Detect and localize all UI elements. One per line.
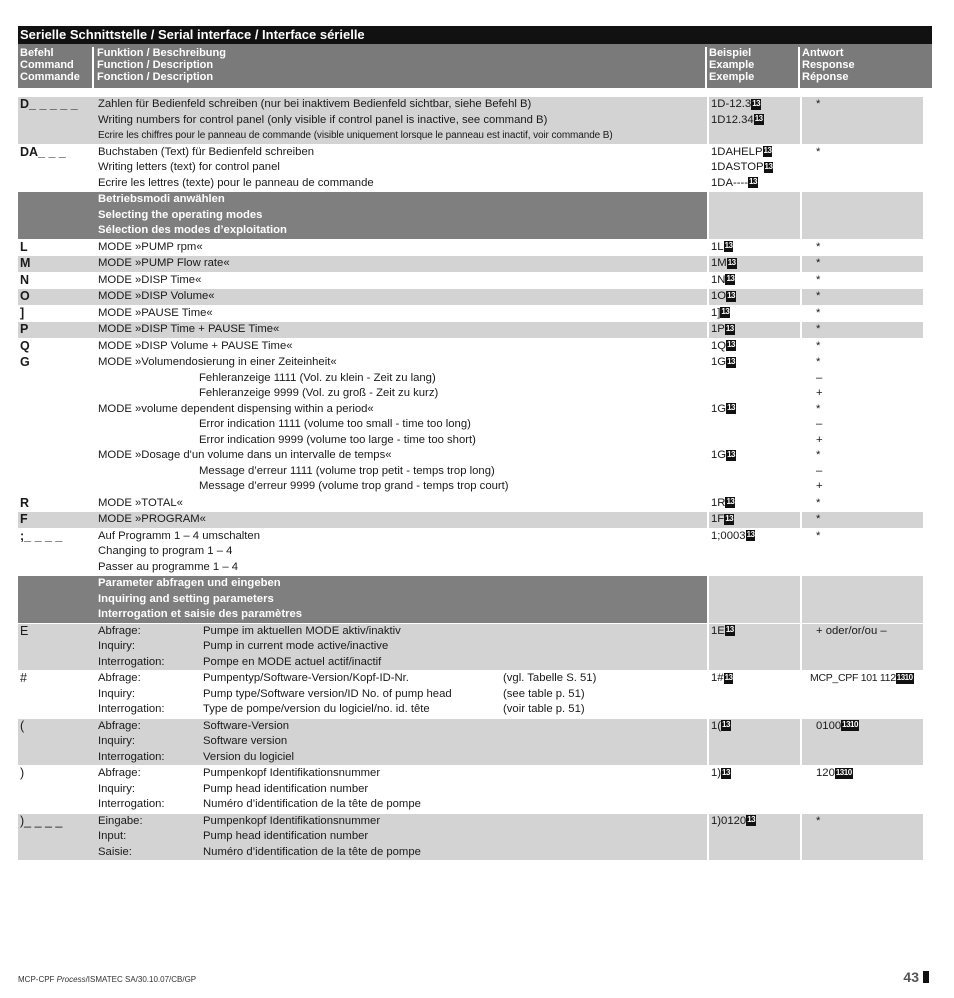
header-text: Antwort — [802, 47, 844, 59]
example-text: 1R — [711, 496, 726, 509]
response-text: * — [816, 402, 821, 415]
description: MODE »DISP Volume + PAUSE Time« — [94, 339, 707, 355]
modes-list — [18, 239, 932, 355]
table-row — [18, 272, 932, 289]
field-text: Pump head identification number — [203, 830, 369, 842]
command-code: N — [18, 273, 94, 289]
response-text: * — [816, 356, 821, 368]
example — [707, 322, 800, 338]
description — [94, 145, 707, 192]
section-cell — [18, 576, 94, 623]
description — [94, 719, 707, 766]
example-text: 1D12.34 — [711, 113, 754, 126]
response-text: + — [816, 387, 823, 399]
field-label: Interrogation: — [98, 798, 165, 810]
example — [707, 339, 800, 355]
response-text: 0100 — [816, 719, 842, 732]
table-row — [18, 255, 932, 272]
description — [94, 97, 707, 144]
description-line: Fehleranzeige 1111 (Vol. zu klein - Zeit zu lang) — [199, 371, 436, 384]
example — [707, 355, 800, 495]
response: * — [800, 814, 923, 861]
description: MODE »DISP Time + PAUSE Time« — [94, 322, 707, 338]
header-text: Funktion / Beschreibung — [97, 47, 226, 59]
table-row — [18, 511, 932, 528]
command-code: R — [18, 496, 94, 512]
cr-symbol: 13 — [724, 241, 733, 251]
cr-symbol: 13 — [754, 114, 763, 124]
example-text: 1D-12.3 — [711, 98, 752, 110]
example-text: 1;0003 — [711, 529, 746, 542]
table-title: Serielle Schnittstelle / Serial interface / Interface sérielle — [18, 26, 932, 44]
command-code: D_ _ _ _ _ — [18, 97, 94, 144]
table-header — [18, 44, 932, 88]
field-label: Abfrage: — [98, 719, 141, 732]
command-code: ) — [18, 766, 94, 813]
cr-symbol: 13 — [727, 356, 735, 366]
response — [800, 719, 923, 766]
cr-symbol: 13 — [725, 323, 734, 333]
field-note: (vgl. Tabelle S. 51) — [503, 672, 597, 684]
section-cell — [707, 192, 800, 239]
section-line: Inquiring and setting parameters — [98, 592, 274, 605]
cr-symbol: 13 — [722, 720, 730, 730]
command-code: L — [18, 240, 94, 256]
example — [707, 289, 800, 305]
response — [800, 766, 923, 813]
response: * — [800, 529, 923, 576]
response: * — [800, 145, 923, 192]
header-text: Command — [20, 59, 74, 71]
cr-symbol: 13 — [747, 815, 756, 825]
cr-symbol: 13 — [724, 672, 733, 682]
response: * — [800, 322, 923, 338]
description: MODE »PUMP rpm« — [94, 240, 707, 256]
response-text: – — [816, 418, 823, 430]
cr-symbol: 13 — [722, 767, 730, 777]
description — [94, 671, 707, 718]
response-text: * — [816, 449, 821, 461]
field-text: Pump in current mode active/inactive — [203, 640, 389, 652]
field-label: Abfrage: — [98, 624, 141, 637]
description — [94, 355, 707, 495]
cr-symbol: 13 — [726, 497, 735, 507]
header-command — [18, 47, 94, 88]
table-row — [18, 305, 932, 322]
cr-symbol: 13 — [727, 403, 735, 413]
cr-symbol: 13 — [726, 274, 735, 284]
table-row — [18, 765, 932, 813]
example — [707, 814, 800, 861]
description-line: Writing numbers for control panel (only visible if control panel is inactive, see command B) — [98, 113, 548, 126]
example-text: 1P — [711, 323, 725, 335]
command-code: ;_ _ _ _ — [18, 529, 94, 576]
description-line: Ecrire les lettres (texte) pour le panneau de commande — [98, 176, 374, 189]
field-text: Pompe en MODE actuel actif/inactif — [203, 655, 382, 668]
description: MODE »PUMP Flow rate« — [94, 256, 707, 272]
example-text: 1O — [711, 290, 727, 302]
command-code: )_ _ _ _ — [18, 814, 94, 861]
header-text: Example — [709, 59, 755, 71]
table-row — [18, 718, 932, 766]
table-row — [18, 338, 932, 355]
example — [707, 529, 800, 576]
example-text: 1M — [711, 257, 727, 269]
response-text: – — [816, 371, 823, 384]
command-table — [18, 26, 932, 860]
header-text: Function / Description — [97, 59, 214, 71]
command-code: ( — [18, 719, 94, 766]
example-text: 1E — [711, 624, 725, 637]
header-text: Beispiel — [709, 47, 752, 59]
table-row — [18, 239, 932, 256]
section-cell — [800, 576, 923, 623]
response — [800, 355, 923, 495]
field-text: Software-Version — [203, 719, 290, 732]
example — [707, 719, 800, 766]
cr-symbol: 13 — [763, 146, 772, 156]
field-label: Inquiry: — [98, 687, 136, 700]
example — [707, 766, 800, 813]
cr-symbol: 13 — [749, 177, 757, 187]
example-text: 1G — [711, 449, 727, 461]
field-label: Interrogation: — [98, 750, 165, 763]
example — [707, 496, 800, 512]
crlf-symbol: 1310 — [896, 672, 913, 682]
example — [707, 256, 800, 272]
response-text: 120 — [816, 767, 835, 779]
page-marker-icon — [923, 971, 929, 983]
table-row — [18, 288, 932, 305]
section-line: Betriebsmodi anwählen — [98, 193, 225, 205]
field-label: Eingabe: — [98, 814, 143, 827]
description-line: Error indication 1111 (volume too small - time too long) — [199, 418, 471, 430]
section-cell — [18, 192, 94, 239]
header-text: Réponse — [802, 71, 849, 83]
cr-symbol: 13 — [727, 449, 735, 459]
field-text: Pump type/Software version/ID No. of pump head — [203, 687, 452, 700]
description-line: MODE »Dosage d'un volume dans un intervalle de temps« — [98, 449, 392, 461]
command-code: P — [18, 322, 94, 338]
description-line: Passer au programme 1 – 4 — [98, 560, 239, 573]
field-text: Pump head identification number — [203, 782, 369, 795]
header-example — [707, 47, 800, 88]
cr-symbol: 13 — [727, 290, 735, 300]
description-line: Message d’erreur 9999 (volume trop grand - temps trop court) — [199, 480, 509, 492]
table-row — [18, 321, 932, 338]
field-label: Inquiry: — [98, 640, 136, 652]
description-line: Writing letters (text) for control panel — [98, 161, 280, 173]
field-note: (see table p. 51) — [503, 687, 585, 700]
header-text: Fonction / Description — [97, 71, 214, 83]
description-line: Changing to program 1 – 4 — [98, 545, 233, 557]
response: * — [800, 240, 923, 256]
command-code: G — [18, 355, 94, 495]
description-line: Message d’erreur 1111 (volume trop petit - temps trop long) — [199, 464, 495, 477]
response: * — [800, 97, 923, 144]
example — [707, 512, 800, 528]
example-text: 1DAHELP — [711, 145, 763, 158]
section-line: Interrogation et saisie des paramètres — [98, 608, 303, 620]
table-row — [18, 144, 932, 192]
page-number — [903, 969, 929, 985]
field-text: Pumpenkopf Identifikationsnummer — [203, 767, 381, 779]
field-label: Saisie: — [98, 845, 132, 858]
field-label: Interrogation: — [98, 655, 165, 668]
example-text: 1DASTOP — [711, 161, 764, 173]
response-text: + — [816, 433, 823, 446]
cr-symbol: 13 — [725, 625, 734, 635]
command-code: F — [18, 512, 94, 528]
command-code: O — [18, 289, 94, 305]
table-row — [18, 623, 932, 671]
field-text: Software version — [203, 735, 288, 747]
response-text: + — [816, 480, 823, 492]
header-text: Response — [802, 59, 855, 71]
cr-symbol: 13 — [725, 513, 734, 523]
cr-symbol: 13 — [752, 98, 761, 108]
table-row — [18, 670, 932, 718]
description-line: MODE »Volumendosierung in einer Zeiteinheit« — [98, 356, 337, 368]
crlf-symbol: 1310 — [835, 767, 852, 777]
example — [707, 145, 800, 192]
cr-symbol: 13 — [727, 340, 735, 350]
section-header-modes — [18, 191, 932, 239]
description — [94, 624, 707, 671]
header-response — [800, 47, 923, 88]
field-label: Input: — [98, 830, 127, 842]
description: MODE »DISP Volume« — [94, 289, 707, 305]
section-line: Sélection des modes d’exploitation — [98, 224, 287, 236]
field-text: Type de pompe/version du logiciel/no. id. tête — [203, 703, 430, 715]
footer-part: Process — [56, 975, 86, 984]
description-line: Auf Programm 1 – 4 umschalten — [98, 529, 260, 542]
response — [800, 671, 923, 718]
description: MODE »PAUSE Time« — [94, 306, 707, 322]
table-row — [18, 495, 932, 512]
description-line: Buchstaben (Text) für Bedienfeld schreiben — [98, 145, 315, 158]
description — [94, 766, 707, 813]
example — [707, 97, 800, 144]
command-code: ] — [18, 306, 94, 322]
section-cell — [800, 192, 923, 239]
example — [707, 306, 800, 322]
field-note: (voir table p. 51) — [503, 703, 585, 715]
field-text: Pumpenkopf Identifikationsnummer — [203, 814, 381, 827]
command-code: E — [18, 624, 94, 671]
table-row — [18, 96, 932, 144]
command-code: M — [18, 256, 94, 272]
example-text: 1N — [711, 273, 726, 286]
example-text: 1) — [711, 767, 722, 779]
example — [707, 671, 800, 718]
footer-part: /ISMATEC SA/30.10.07/CB/GP — [85, 975, 197, 984]
example-text: 1( — [711, 719, 722, 732]
field-text: Pumpe im aktuellen MODE aktiv/inaktiv — [203, 624, 401, 637]
response-text: – — [816, 464, 823, 477]
footer-part: MCP-CPF — [18, 975, 57, 984]
section-line: Parameter abfragen und eingeben — [98, 577, 281, 589]
section-title — [94, 576, 707, 623]
description-line: Ecrire les chiffres pour le panneau de commande (visible uniquement lorsque le panneau est inactif, voir commande B) — [98, 130, 613, 141]
section-line: Selecting the operating modes — [98, 208, 263, 221]
example-text: 1F — [711, 513, 725, 525]
field-text: Version du logiciel — [203, 750, 295, 763]
field-label: Inquiry: — [98, 735, 136, 747]
response: * — [800, 273, 923, 289]
table-row — [18, 354, 932, 495]
cr-symbol: 13 — [764, 161, 773, 171]
example-text: 1)0120 — [711, 814, 747, 827]
description-line: Error indication 9999 (volume too large - time too short) — [199, 433, 476, 446]
header-text: Befehl — [20, 47, 54, 59]
crlf-symbol: 1310 — [842, 720, 858, 730]
section-header-parameters — [18, 575, 932, 623]
example-text: 1G — [711, 356, 727, 368]
response: + oder/or/ou – — [800, 624, 923, 671]
description: MODE »TOTAL« — [94, 496, 707, 512]
response: * — [800, 339, 923, 355]
field-text: Numéro d’identification de la tête de pompe — [203, 798, 421, 810]
field-text: Pumpentyp/Software-Version/Kopf-ID-Nr. — [203, 672, 409, 684]
description: MODE »DISP Time« — [94, 273, 707, 289]
example — [707, 624, 800, 671]
cr-symbol: 13 — [727, 257, 736, 267]
response: * — [800, 496, 923, 512]
example — [707, 240, 800, 256]
field-label: Abfrage: — [98, 767, 141, 779]
field-label: Abfrage: — [98, 672, 141, 684]
example — [707, 273, 800, 289]
field-text: Numéro d’identification de la tête de pompe — [203, 845, 421, 858]
description-line: Zahlen für Bedienfeld schreiben (nur bei inaktivem Bedienfeld sichtbar, siehe Befehl B) — [98, 98, 532, 110]
response-text: MCP_CPF 101 112 — [810, 672, 896, 684]
command-code: DA_ _ _ — [18, 145, 94, 192]
cr-symbol: 13 — [746, 530, 755, 540]
section-cell — [707, 576, 800, 623]
description — [94, 529, 707, 576]
field-label: Inquiry: — [98, 782, 136, 795]
command-code: # — [18, 671, 94, 718]
description: MODE »PROGRAM« — [94, 512, 707, 528]
example-text: 1] — [711, 306, 721, 319]
example-text: 1L — [711, 240, 724, 253]
response: * — [800, 512, 923, 528]
cr-symbol: 13 — [721, 307, 730, 317]
description-line: Fehleranzeige 9999 (Vol. zu groß - Zeit zu kurz) — [199, 387, 439, 399]
command-code: Q — [18, 339, 94, 355]
response: * — [800, 289, 923, 305]
response: * — [800, 306, 923, 322]
example-text: 1DA---- — [711, 176, 749, 189]
description — [94, 814, 707, 861]
table-row — [18, 528, 932, 576]
section-title — [94, 192, 707, 239]
header-text: Commande — [20, 71, 80, 83]
example-text: 1G — [711, 402, 727, 415]
footer-text — [18, 975, 196, 984]
table-row — [18, 813, 932, 861]
header-text: Exemple — [709, 71, 755, 83]
header-function — [94, 47, 707, 88]
field-label: Interrogation: — [98, 703, 165, 715]
response: * — [800, 256, 923, 272]
page-number-text: 43 — [903, 969, 919, 985]
example-text: 1Q — [711, 339, 727, 352]
description-line: MODE »volume dependent dispensing within a period« — [98, 402, 374, 415]
example-text: 1# — [711, 672, 724, 684]
